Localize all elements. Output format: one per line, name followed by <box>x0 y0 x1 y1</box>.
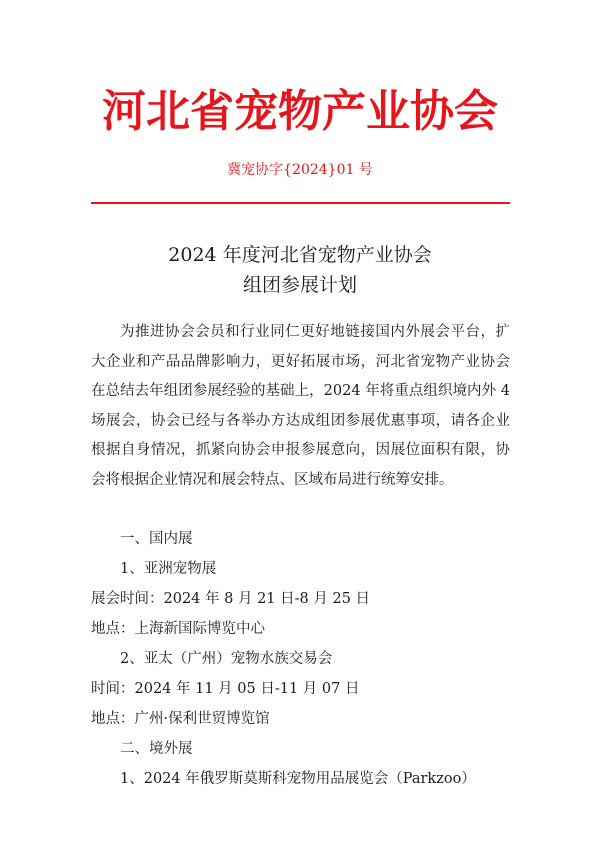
list-item: 2、亚太（广州）宠物水族交易会 <box>120 651 333 667</box>
list-item: 1、2024 年俄罗斯莫斯科宠物用品展览会（Parkzoo） <box>120 771 476 787</box>
list-item: 地点：上海新国际博览中心 <box>91 621 265 637</box>
document-number: 冀宠协字{2024}01 号 <box>227 162 373 178</box>
list-item: 二、境外展 <box>120 741 193 757</box>
list-item: 地点：广州·保利世贸博览馆 <box>91 711 270 727</box>
exhibition-list <box>91 524 521 794</box>
header-divider <box>91 202 510 204</box>
organization-title: 河北省宠物产业协会 <box>102 86 498 137</box>
document-title-line-2: 组团参展计划 <box>242 274 357 296</box>
list-item: 1、亚洲宠物展 <box>120 561 217 577</box>
document-title <box>0 240 600 300</box>
list-item: 一、国内展 <box>120 531 193 547</box>
intro-paragraph: 为推进协会会员和行业同仁更好地链接国内外展会平台，扩大企业和产品品牌影响力，更好拓展市场，河北省宠物产业协会在总结去年组团参展经验的基础上，2024 年将重点组织境内外 4 场展会，协会已经与各举办方达成组团参展优惠事项，请各企业根据自身情况，抓紧向协会申报参展意向，因展位面积有限，协会将根据企业情况和展会特点、区域布局进行统筹安排。 <box>91 324 510 488</box>
document-title-line-1: 2024 年度河北省宠物产业协会 <box>168 244 432 266</box>
list-item: 时间：2024 年 11 月 05 日-11 月 07 日 <box>91 681 360 697</box>
list-item: 展会时间：2024 年 8 月 21 日-8 月 25 日 <box>91 591 371 607</box>
